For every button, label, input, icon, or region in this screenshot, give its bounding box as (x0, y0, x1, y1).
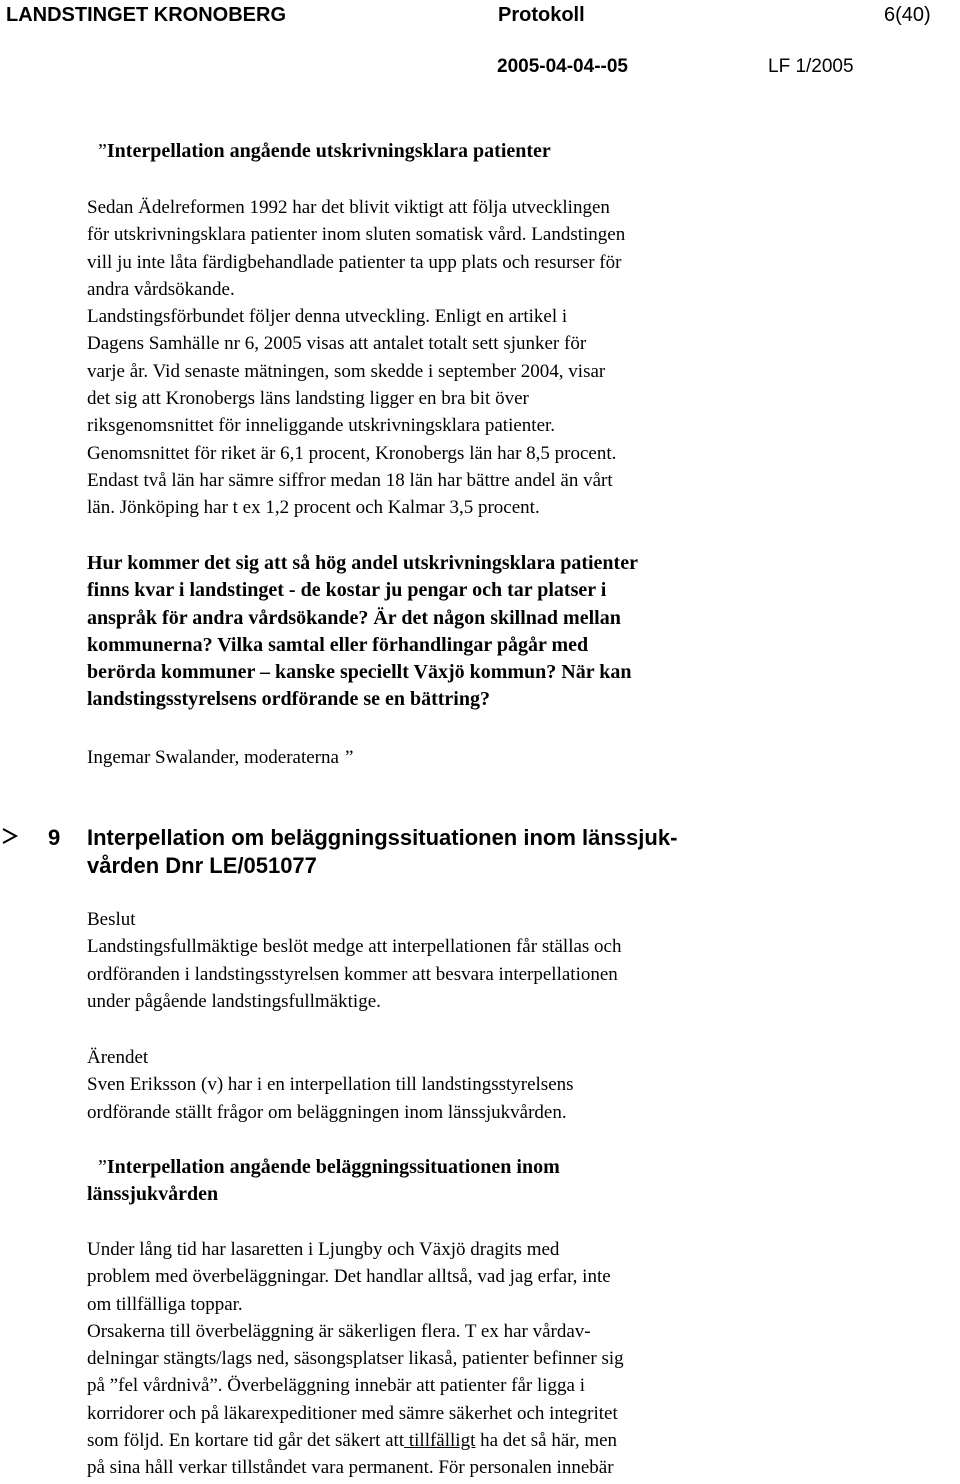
quote-mark-glyph: ” (344, 747, 354, 768)
body-line: Genomsnittet för riket är 6,1 procent, Kronobergs län har 8,5 procent. (87, 442, 617, 464)
body-line: Dagens Samhälle nr 6, 2005 visas att antalet totalt sett sjunker för (87, 333, 587, 355)
body-line: Orsakerna till överbeläggning är säkerligen flera. T ex har vårdav- (87, 1320, 591, 1342)
header-doc-type: Protokoll (498, 4, 585, 26)
body-line: på ”fel vårdnivå”. Överbeläggning innebär att patienter får ligga i (87, 1375, 585, 1397)
beslut-line: under pågående landstingsfullmäktige. (87, 990, 381, 1012)
body-line: Sedan Ädelreformen 1992 har det blivit viktigt att följa utvecklingen (87, 197, 610, 218)
section-title-line: vården Dnr LE/051077 (87, 853, 317, 878)
body-line: Under lång tid har lasaretten i Ljungby och Växjö dragits med (87, 1239, 560, 1260)
question-line: berörda kommuner – kanske speciellt Växjö kommun? När kan (87, 661, 632, 684)
body-line (87, 1427, 887, 1454)
question-line: finns kvar i landstinget - de kostar ju pengar och tar platser i (87, 579, 607, 602)
section-title-line: Interpellation om beläggningssituationen inom länssjuk- (87, 825, 678, 850)
body-line: korridorer och på läkarexpeditioner med sämre säkerhet och integritet (87, 1402, 618, 1424)
question-line: landstingsstyrelsens ordförande se en bättring? (87, 688, 490, 711)
body-line: Landstingsförbundet följer denna utveckling. Enligt en artikel i (87, 306, 568, 328)
quote-mark-glyph: ” (98, 140, 107, 162)
body-line: Endast två län har sämre siffror medan 18 län har bättre andel än vårt (87, 469, 613, 491)
arendet-block (87, 1044, 887, 1126)
beslut-label: Beslut (87, 909, 136, 930)
body-line: län. Jönköping har t ex 1,2 procent och Kalmar 3,5 procent. (87, 497, 540, 519)
interpellation-signature (87, 744, 887, 771)
arendet-line: ordförande ställt frågor om beläggningen inom länssjukvården. (87, 1101, 567, 1123)
section-title (87, 824, 907, 880)
interpellation-heading (98, 138, 898, 165)
header-page-number: 6(40) (884, 4, 931, 26)
interpellation-body (87, 194, 887, 522)
body-line: problem med överbeläggningar. Det handlar alltså, vad jag erfar, inte (87, 1266, 611, 1288)
interpellation2-heading-line (87, 1154, 887, 1181)
beslut-line: ordföranden i landstingsstyrelsen kommer att besvara interpellationen (87, 963, 618, 985)
body-line: andra vårdsökande. (87, 278, 235, 300)
interpellation2-heading-text: Interpellation angående beläggningssituationen inom (106, 1156, 560, 1178)
body-line: på sina håll verkar tillståndet vara permanent. För personalen innebär (87, 1457, 614, 1479)
question-line: kommunerna? Vilka samtal eller förhandlingar pågår med (87, 633, 589, 656)
body-line: om tillfälliga toppar. (87, 1293, 243, 1315)
body-line: vill ju inte låta färdigbehandlade patienter ta upp plats och resurser för (87, 251, 622, 273)
interpellation2-heading-line: länssjukvården (87, 1183, 219, 1206)
header-dates: 2005-04-04--05 (497, 56, 628, 77)
underlined-word: tillfälligt (404, 1430, 476, 1452)
question-line: Hur kommer det sig att så hög andel utskrivningsklara patienter (87, 552, 638, 574)
section-marker-icon (0, 825, 22, 847)
interpellation2-heading (87, 1154, 887, 1209)
interpellation2-body (87, 1236, 887, 1482)
body-line: riksgenomsnittet för inneliggande utskrivningsklara patienter. (87, 415, 556, 437)
beslut-line: Landstingsfullmäktige beslöt medge att interpellationen får ställas och (87, 936, 622, 958)
question-line: anspråk för andra vårdsökande? Är det någon skillnad mellan (87, 606, 621, 629)
header-reference: LF 1/2005 (768, 56, 854, 77)
body-line: för utskrivningsklara patienter inom sluten somatisk vård. Landstingen (87, 224, 626, 246)
interpellation-heading-text: Interpellation angående utskrivningsklara patienter (106, 140, 551, 162)
signature-text: Ingemar Swalander, moderaterna (87, 747, 339, 768)
body-line-part: ha det så här, men (475, 1430, 618, 1452)
body-line-part: som följd. En kortare tid går det säkert att (87, 1430, 405, 1452)
body-line: delningar stängts/lags ned, säsongsplatser likaså, patienter befinner sig (87, 1348, 624, 1370)
quote-mark-glyph: ” (98, 1156, 107, 1178)
arendet-label: Ärendet (87, 1047, 149, 1068)
arendet-line: Sven Eriksson (v) har i en interpellation till landstingsstyrelsens (87, 1074, 574, 1096)
body-line: varje år. Vid senaste mätningen, som skedde i september 2004, visar (87, 360, 606, 382)
interpellation-question (87, 550, 887, 714)
body-line: det sig att Kronobergs läns landsting ligger en bra bit över (87, 388, 529, 410)
section-number: 9 (48, 825, 61, 850)
beslut-block (87, 906, 887, 1015)
header-org: LANDSTINGET KRONOBERG (6, 4, 286, 26)
